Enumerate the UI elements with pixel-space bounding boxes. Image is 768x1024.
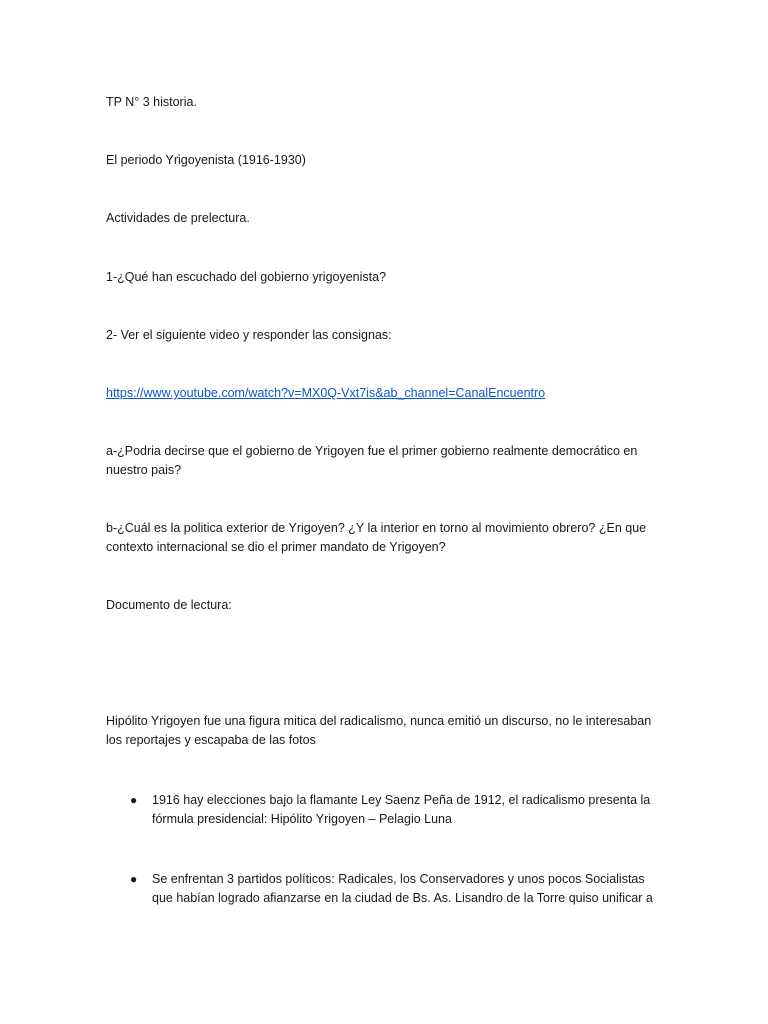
list-item-text: 1916 hay elecciones bajo la flamante Ley Saenz Peña de 1912, el radicalismo presenta la fórmula presidencial: Hipólito Yrigoyen – Pelagio Luna (152, 793, 651, 826)
list-item-text: Se enfrentan 3 partidos políticos: Radicales, los Conservadores y unos pocos Socialistas que habían logrado afianzarse en la ciudad de Bs. As. Lisandro de la Torre quiso unificar a (152, 872, 653, 905)
section-heading-lectura: Documento de lectura: (106, 598, 232, 612)
intro-paragraph: Hipólito Yrigoyen fue una figura mitica del radicalismo, nunca emitió un discurso, no le interesaban los reportajes y escapaba de las fotos (106, 714, 652, 747)
document-subtitle: El periodo Yrigoyenista (1916-1930) (106, 153, 306, 167)
bullet-icon: ● (130, 872, 138, 886)
section-heading-prelectura: Actividades de prelectura. (106, 211, 250, 225)
document-title: TP N° 3 historia. (106, 95, 197, 109)
bullet-icon: ● (130, 793, 138, 807)
question-b: b-¿Cuál es la politica exterior de Yrigoyen? ¿Y la interior en torno al movimiento obrero? ¿En que contexto internacional se dio el primer mandato de Yrigoyen? (106, 521, 647, 554)
question-1: 1-¿Qué han escuchado del gobierno yrigoyenista? (106, 270, 387, 284)
question-a: a-¿Podria decirse que el gobierno de Yrigoyen fue el primer gobierno realmente democrático en nuestro pais? (106, 444, 638, 477)
video-link-line (106, 384, 666, 403)
question-2: 2- Ver el siguiente video y responder las consignas: (106, 328, 392, 342)
video-link[interactable]: https://www.youtube.com/watch?v=MX0Q-Vxt7is&ab_channel=CanalEncuentro (106, 386, 546, 400)
